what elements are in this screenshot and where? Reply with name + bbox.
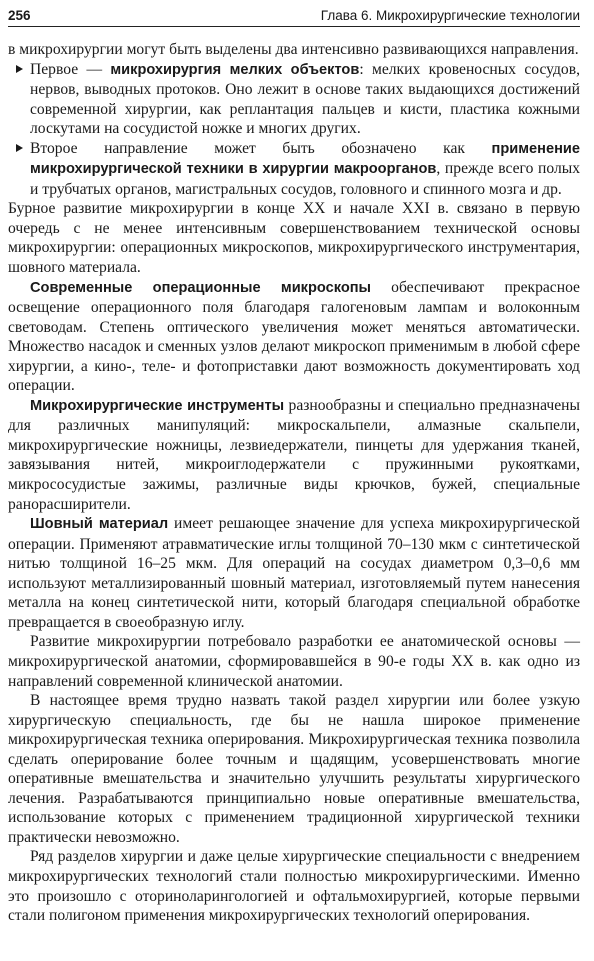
page-number: 256 <box>8 8 31 23</box>
bold-term: Шовный материал <box>30 516 169 533</box>
bold-term: Современные операционные микроскопы <box>30 279 372 296</box>
paragraph-development: Бурное развитие микрохирургии в конце XX и начале XXI в. связано в первую очередь с не менее интенсивным совершенствованием технической основы микрохирургии: операционных микроскопов, микрохирургического инструментария, шовного материала. <box>8 200 580 277</box>
bullet-text: Второе направление может быть обозначено как <box>30 139 492 157</box>
bullet-text: : мелких кровеносных сосудов, нервов, выводных протоков. Оно лежит в основе таких выдающихся достижений современной хирургии, как реплантация пальцев и кисти, пластика кожными лоскутами на сосудистой ножке и многих других. <box>30 60 580 138</box>
triangle-bullet-icon <box>16 65 23 73</box>
bullet-text: Первое — <box>30 60 111 78</box>
running-header <box>8 1 580 27</box>
paragraph-text: обеспечивают прекрасное освещение операционного поля благодаря галогеновым лампам и волоконным световодам. Степень оптического увеличения может меняться автоматически. Множество насадок и сменных узлов делают микроскоп применимым в любой сфере хирургии, а кино-, теле- и фотоприставки дают возможность документировать ход операции. <box>8 278 580 395</box>
paragraph-text: разнообразны и специально предназначены для различных манипуляций: микроскальпели, алмазные скальпели, микрохирургические ножницы, лезвиедержатели, пинцеты для удержания тканей, завязывания нитей, микроиглодержатели с пружинными рукоятками, микрососудистые зажимы, различные виды крючков, бужей, специальные ранорасширители. <box>8 396 580 513</box>
paragraph-anatomy: Развитие микрохирургии потребовало разработки ее анатомической основы — микрохирургической анатомии, сформировавшейся в 90-е годы XX в. как одно из направлений современной клинической анатомии. <box>8 633 580 690</box>
bullet-item-second <box>8 139 580 200</box>
paragraph-specialties: Ряд разделов хирургии и даже целые хирургические специальности с внедрением микрохирургических технологий стали полностью микрохирургическими. Именно это произошло с оториноларингологией и офтальмохирургией, которые первыми стали полигоном применения микрохирургических технологий оперирования. <box>8 848 580 925</box>
book-page <box>0 1 594 961</box>
paragraph-instruments <box>8 396 580 514</box>
paragraph-text: имеет решающее значение для успеха микрохирургической операции. Применяют атравматические иглы толщиной 70–130 мкм с синтетической нитью толщиной 16–25 мкм. Для операций на сосудах диаметром 0,3–0,6 мм используют металлизированный шовный материал, изготовляемый путем нанесения металла на конец синтетической нити, который благодаря специальной обработке превращается в своеобразную иглу. <box>8 515 580 631</box>
paragraph-present-time: В настоящее время трудно назвать такой раздел хирургии или более узкую хирургическую специальность, где бы не нашла широкое применение микрохирургическая техника оперирования. Микрохирургическая техника позволила сделать оперирование более точным и щадящим, усовершенствовать многие оперативные вмешательства и значительно улучшить результаты хирургического лечения. Разрабатываются принципиально новые оперативные вмешательства, использование которых с применением традиционной хирургической техники практически невозможно. <box>8 692 580 846</box>
bullet-item-first <box>8 60 580 139</box>
paragraph-suture-material <box>8 514 580 632</box>
body-text <box>8 40 580 926</box>
triangle-bullet-icon <box>16 144 23 152</box>
bullet-text: , прежде всего полых и трубчатых органов, магистральных сосудов, головного и спинного мозга и др. <box>30 160 580 198</box>
chapter-title: Глава 6. Микрохирургические технологии <box>320 8 580 23</box>
bold-term: применение микрохирургической техники в хирургии макроорганов <box>30 140 580 178</box>
bold-term: Микрохирургические инструменты <box>30 397 285 414</box>
paragraph-microscopes <box>8 278 580 396</box>
bold-term: микрохирургия мелких объектов <box>110 61 360 78</box>
paragraph-intro: в микрохирургии могут быть выделены два интенсивно развивающихся направления. <box>8 41 579 58</box>
